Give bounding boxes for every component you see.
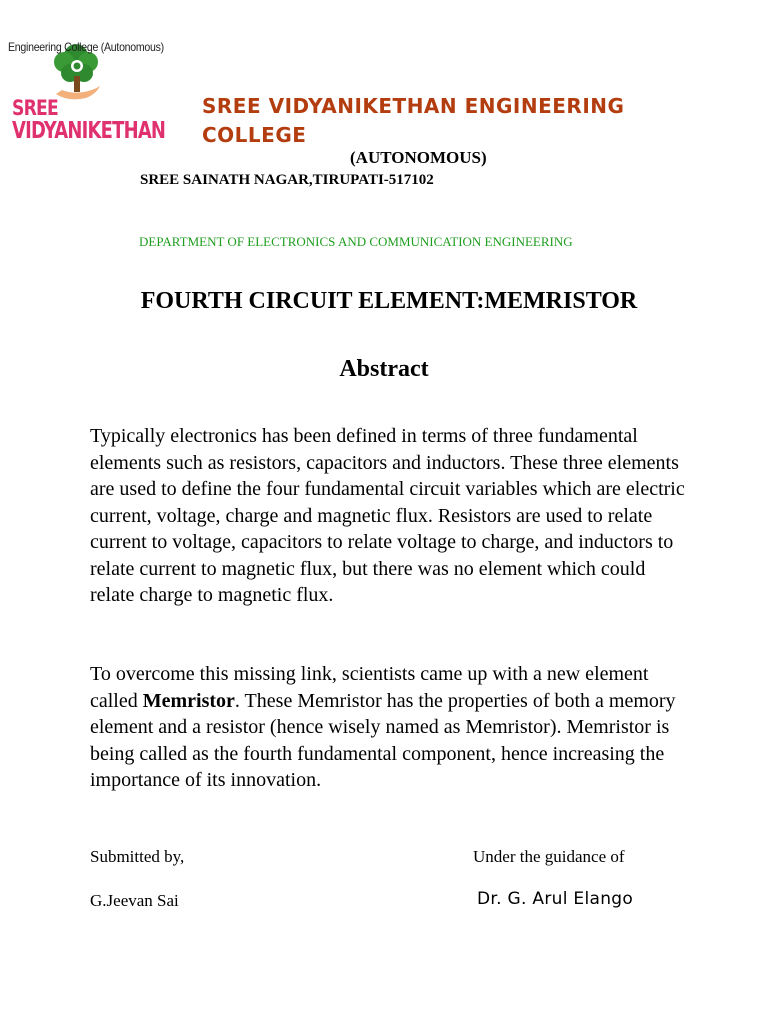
logo-text-line1: SREE <box>12 96 58 120</box>
autonomous-label: (AUTONOMOUS) <box>350 148 487 167</box>
logo-text-line2: VIDYANIKETHAN <box>12 118 166 144</box>
guide-name: Dr. G. Arul Elango <box>477 889 634 909</box>
paragraph-text: To overcome this missing link, scientists came up with a new element called <box>90 663 649 712</box>
college-address: SREE SAINATH NAGAR,TIRUPATI-517102 <box>140 172 434 188</box>
college-logo <box>8 40 193 172</box>
document-title: FOURTH CIRCUIT ELEMENT:MEMRISTOR <box>140 288 638 314</box>
abstract-heading: Abstract <box>339 356 429 382</box>
abstract-paragraph-1: Typically electronics has been defined in terms of three fundamental elements such as resistors, capacitors and inductors. These three elements are used to define the four fundamental circuit variables which are electric current, voltage, charge and magnetic flux. Resistors are used to relate current to voltage, capacitors to relate voltage to charge, and inductors to relate current to magnetic flux, but there was no element which could relate charge to magnetic flux. <box>90 425 685 606</box>
abstract-paragraph-2 <box>90 661 690 794</box>
memristor-term: Memristor <box>142 689 235 712</box>
submitted-by-label: Submitted by, <box>90 847 185 866</box>
logo-tagline: Engineering College (Autonomous) <box>8 40 164 54</box>
guidance-label: Under the guidance of <box>473 847 625 866</box>
paragraph-text: . These Memristor has the properties of both a memory element and a resistor (hence wisely named as Memristor). Memristor is being called as the fourth fundamental component, hence increasing the importance of its innovation. <box>90 689 676 791</box>
department-name: DEPARTMENT OF ELECTRONICS AND COMMUNICATION ENGINEERING <box>139 234 573 249</box>
college-name: SREE VIDYANIKETHAN ENGINEERING COLLEGE <box>202 94 625 147</box>
submitter-name: G.Jeevan Sai <box>90 891 179 910</box>
